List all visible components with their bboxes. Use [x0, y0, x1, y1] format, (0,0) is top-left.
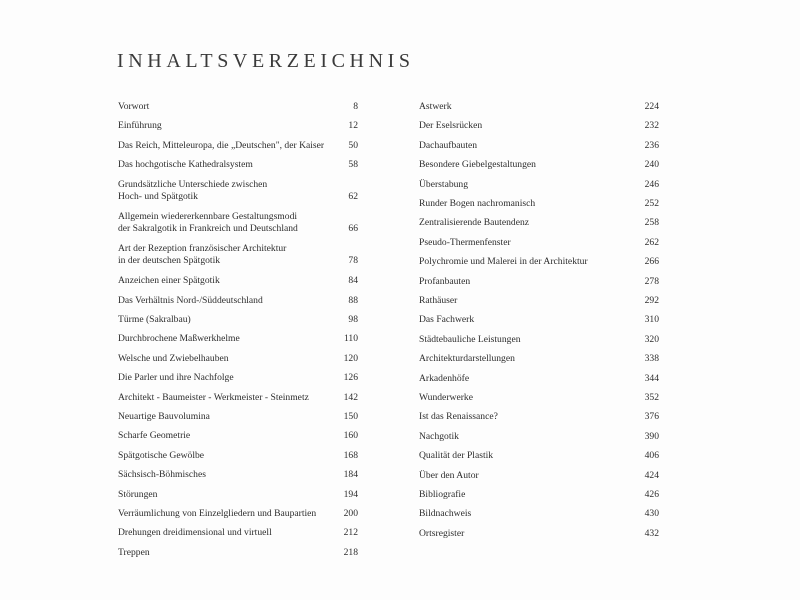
toc-entry[interactable]: [419, 140, 659, 152]
toc-entry[interactable]: [118, 489, 358, 501]
toc-entry-title-line: Türme (Sakralbau): [118, 314, 191, 325]
toc-entry-title: [118, 411, 218, 423]
toc-entry-page: 236: [644, 139, 659, 151]
toc-entry[interactable]: [419, 295, 659, 307]
toc-entry-page: 406: [644, 450, 659, 462]
toc-entry-title: [118, 243, 294, 267]
toc-entry-title: [419, 334, 529, 346]
toc-entry-title-line: Ortsregister: [419, 527, 465, 539]
toc-entry-page: 150: [343, 411, 358, 422]
toc-entry-page: 292: [644, 295, 659, 306]
toc-entry-title-line: Überstabung: [419, 178, 469, 190]
toc-entry-page: 310: [644, 314, 659, 326]
toc-entry-title-line: Neuartige Bauvolumina: [118, 411, 210, 422]
toc-entry[interactable]: [118, 411, 358, 423]
toc-entry[interactable]: [419, 256, 659, 268]
toc-entry[interactable]: [118, 353, 358, 365]
toc-entry-title-line: Polychromie und Malerei in der Architektur: [419, 256, 588, 268]
toc-entry-page: 338: [644, 353, 659, 365]
toc-entry-title-line: Dachaufbauten: [419, 139, 478, 151]
toc-entry-title-line: Hoch- und Spätgotik: [118, 190, 198, 202]
toc-entry-title: [419, 256, 596, 268]
toc-entry-title-line: Art der Rezeption französischer Architektur: [118, 243, 287, 254]
toc-entry-title-line: Durchbrochene Maßwerkhelme: [118, 333, 240, 345]
toc-entry[interactable]: [118, 333, 358, 345]
toc-entry-title-line: Architekt - Baumeister - Werkmeister - Steinmetz: [118, 391, 309, 403]
toc-entry[interactable]: [118, 547, 358, 559]
toc-entry-page: 200: [343, 508, 358, 519]
toc-entry-title: [419, 431, 467, 443]
toc-entry-title: [118, 140, 332, 152]
toc-entry-title: [419, 411, 506, 423]
toc-entry-page: 120: [343, 352, 358, 364]
toc-entry[interactable]: [118, 295, 358, 307]
toc-entry-page: 194: [343, 488, 358, 500]
toc-entry[interactable]: [118, 392, 358, 404]
toc-entry-title: [118, 314, 199, 326]
toc-entry-title: [118, 527, 280, 539]
toc-entry-page: 390: [644, 430, 659, 442]
toc-entry-page: 224: [644, 101, 659, 112]
toc-entry-title: [419, 528, 472, 540]
toc-entry-page: 246: [644, 178, 659, 190]
toc-entry-title-line: Vorwort: [118, 101, 150, 112]
toc-entry-title: [419, 101, 460, 113]
toc-entry-title: [118, 489, 165, 501]
toc-entry-title-line: Grundsätzliche Unterschiede zwischen: [118, 178, 268, 190]
toc-entry[interactable]: [118, 243, 358, 267]
toc-entry-page: 168: [343, 449, 358, 461]
toc-entry-page: 376: [644, 411, 659, 423]
toc-entry-page: 142: [343, 391, 358, 403]
toc-entry-title: [419, 470, 487, 482]
toc-entry-page: 66: [348, 223, 358, 234]
toc-entry-title-line: Welsche und Zwiebelhauben: [118, 352, 229, 364]
toc-entry-page: 50: [348, 139, 358, 151]
toc-entry-page: 218: [343, 546, 358, 558]
toc-entry-title: [118, 275, 228, 287]
toc-entry-title: [419, 295, 465, 307]
toc-entry-page: 62: [348, 190, 358, 202]
toc-entry[interactable]: [419, 489, 659, 501]
toc-entry-title: [118, 450, 212, 462]
toc-entry[interactable]: [118, 120, 358, 132]
toc-entry-page: 160: [343, 430, 358, 442]
toc-entry[interactable]: [419, 198, 659, 210]
toc-entry-title-line: Sächsisch-Böhmisches: [118, 469, 206, 481]
toc-entry[interactable]: [118, 275, 358, 287]
toc-entry-title: [118, 295, 271, 307]
toc-entry-title-line: Das Fachwerk: [419, 314, 475, 326]
toc-entry-title: [118, 211, 306, 235]
toc-entry-title: [419, 217, 537, 229]
toc-entry-page: 262: [644, 236, 659, 248]
toc-entry-page: 432: [644, 527, 659, 539]
toc-entry[interactable]: [118, 101, 358, 113]
toc-entry-title-line: Qualität der Plastik: [419, 450, 494, 462]
toc-entry[interactable]: [118, 179, 358, 203]
toc-entry[interactable]: [419, 528, 659, 540]
toc-entry-title: [118, 392, 317, 404]
toc-entry-page: 212: [343, 527, 358, 539]
toc-entry-page: 8: [353, 101, 358, 112]
toc-entry-page: 110: [343, 333, 358, 345]
toc-entry[interactable]: [118, 211, 358, 235]
toc-entry-title: [118, 333, 248, 345]
toc-entry-title-line: Wunderwerke: [419, 392, 473, 403]
toc-entry[interactable]: [118, 450, 358, 462]
toc-entry-title: [419, 450, 501, 462]
toc-entry-page: 12: [348, 120, 358, 132]
toc-entry[interactable]: [419, 159, 659, 171]
toc-entry-page: 98: [348, 314, 358, 325]
toc-entry[interactable]: [419, 101, 659, 113]
toc-entry-title-line: Profanbauten: [419, 275, 471, 287]
toc-entry-title: [419, 314, 482, 326]
toc-entry-title-line: Anzeichen einer Spätgotik: [118, 275, 220, 287]
toc-entry-title-line: der Sakralgotik in Frankreich und Deutschland: [118, 223, 298, 234]
toc-entry[interactable]: [419, 353, 659, 365]
toc-entry-title-line: Architekturdarstellungen: [419, 353, 515, 365]
toc-entry-title: [118, 353, 237, 365]
toc-entry[interactable]: [118, 372, 358, 384]
page-title: INHALTSVERZEICHNIS: [117, 50, 415, 72]
toc-entry-title-line: Astwerk: [419, 101, 452, 112]
toc-entry-title-line: in der deutschen Spätgotik: [118, 255, 221, 267]
toc-entry-title-line: Zentralisierende Bautendenz: [419, 217, 530, 229]
toc-entry-title: [419, 140, 485, 152]
toc-entry-title: [118, 159, 261, 171]
toc-entry-title: [419, 120, 490, 132]
toc-entry-title-line: Ist das Renaissance?: [419, 411, 498, 423]
toc-entry-title-line: Nachgotik: [419, 430, 459, 442]
toc-entry-title: [118, 120, 170, 132]
toc-entry-title-line: Treppen: [118, 546, 150, 558]
toc-entry[interactable]: [118, 469, 358, 481]
toc-entry-title-line: Das hochgotische Kathedralsystem: [118, 159, 253, 171]
toc-entry[interactable]: [419, 373, 659, 385]
toc-entry-page: 84: [348, 275, 358, 287]
toc-entry-page: 426: [644, 489, 659, 500]
toc-entry[interactable]: [118, 527, 358, 539]
toc-entry-title-line: Das Reich, Mitteleuropa, die „Deutschen", der Kaiser: [118, 139, 325, 151]
toc-entry-page: 424: [644, 469, 659, 481]
toc-entry-title: [419, 353, 523, 365]
toc-entry-title-line: Der Eselsrücken: [419, 120, 483, 132]
toc-entry-title: [118, 508, 324, 520]
toc-entry-title: [118, 547, 158, 559]
toc-entry-title: [118, 430, 198, 442]
toc-entry[interactable]: [118, 508, 358, 520]
toc-entry[interactable]: [419, 450, 659, 462]
toc-entry[interactable]: [118, 314, 358, 326]
toc-entry-title-line: Verräumlichung von Einzelgliedern und Baupartien: [118, 508, 317, 519]
toc-entry-page: 252: [644, 198, 659, 209]
toc-entry-title: [419, 179, 476, 191]
toc-entry-title: [118, 372, 242, 384]
toc-entry-page: 430: [644, 508, 659, 520]
toc-entry[interactable]: [419, 431, 659, 443]
toc-entry[interactable]: [419, 508, 659, 520]
toc-entry-title-line: Scharfe Geometrie: [118, 430, 191, 442]
toc-entry-page: 126: [343, 372, 358, 384]
toc-entry-title-line: Spätgotische Gewölbe: [118, 449, 205, 461]
toc-entry-title: [419, 276, 478, 288]
toc-entry[interactable]: [419, 392, 659, 404]
toc-entry-page: 58: [348, 159, 358, 171]
toc-entry-title-line: Städtebauliche Leistungen: [419, 333, 521, 345]
toc-entry-page: 232: [644, 120, 659, 132]
toc-entry-title: [419, 198, 543, 210]
toc-entry-page: 320: [644, 333, 659, 345]
toc-entry-page: 78: [348, 255, 358, 267]
toc-entry-title-line: Pseudo-Thermenfenster: [419, 236, 511, 248]
toc-entry-page: 344: [644, 372, 659, 384]
toc-entry-page: 266: [644, 256, 659, 268]
toc-entry-title: [118, 101, 157, 113]
toc-entry-page: 184: [343, 469, 358, 481]
toc-entry-page: 240: [644, 159, 659, 171]
toc-entry-title: [419, 237, 519, 249]
toc-entry[interactable]: [419, 411, 659, 423]
toc-entry[interactable]: [419, 314, 659, 326]
toc-entry-title: [419, 508, 479, 520]
toc-entry-title-line: Allgemein wiedererkennbare Gestaltungsmodi: [118, 210, 298, 222]
toc-entry-title: [419, 373, 477, 385]
toc-entry[interactable]: [118, 140, 358, 152]
toc-entry[interactable]: [419, 179, 659, 191]
toc-entry-title-line: Runder Bogen nachromanisch: [419, 198, 536, 209]
toc-entry-title-line: Störungen: [118, 488, 158, 500]
toc-entry-title-line: Besondere Giebelgestaltungen: [419, 159, 536, 171]
toc-entry-title-line: Über den Autor: [419, 469, 479, 481]
toc-entry-title: [419, 392, 481, 404]
toc-entry-title: [118, 469, 214, 481]
toc-entry-title: [118, 179, 275, 203]
toc-entry-title-line: Bildnachweis: [419, 508, 472, 520]
toc-entry-page: 258: [644, 217, 659, 229]
toc-entry-title-line: Die Parler und ihre Nachfolge: [118, 372, 234, 384]
toc-entry-page: 278: [644, 275, 659, 287]
toc-entry-title-line: Rathäuser: [419, 295, 458, 306]
toc-entry-title: [419, 489, 473, 501]
toc-entry[interactable]: [419, 334, 659, 346]
toc-entry-title-line: Drehungen dreidimensional und virtuell: [118, 527, 272, 539]
toc-entry[interactable]: [118, 159, 358, 171]
toc-entry-title: [419, 159, 544, 171]
toc-entry-page: 352: [644, 392, 659, 403]
toc-entry-title-line: Bibliografie: [419, 489, 466, 500]
toc-entry-title-line: Arkadenhöfe: [419, 372, 470, 384]
toc-entry[interactable]: [419, 217, 659, 229]
toc-entry[interactable]: [419, 470, 659, 482]
toc-entry-title-line: Das Verhältnis Nord-/Süddeutschland: [118, 294, 263, 306]
toc-entry[interactable]: [419, 120, 659, 132]
toc-entry-page: 88: [348, 294, 358, 306]
toc-entry-title-line: Einführung: [118, 120, 162, 132]
toc-entry[interactable]: [419, 237, 659, 249]
toc-entry[interactable]: [419, 276, 659, 288]
toc-entry[interactable]: [118, 430, 358, 442]
